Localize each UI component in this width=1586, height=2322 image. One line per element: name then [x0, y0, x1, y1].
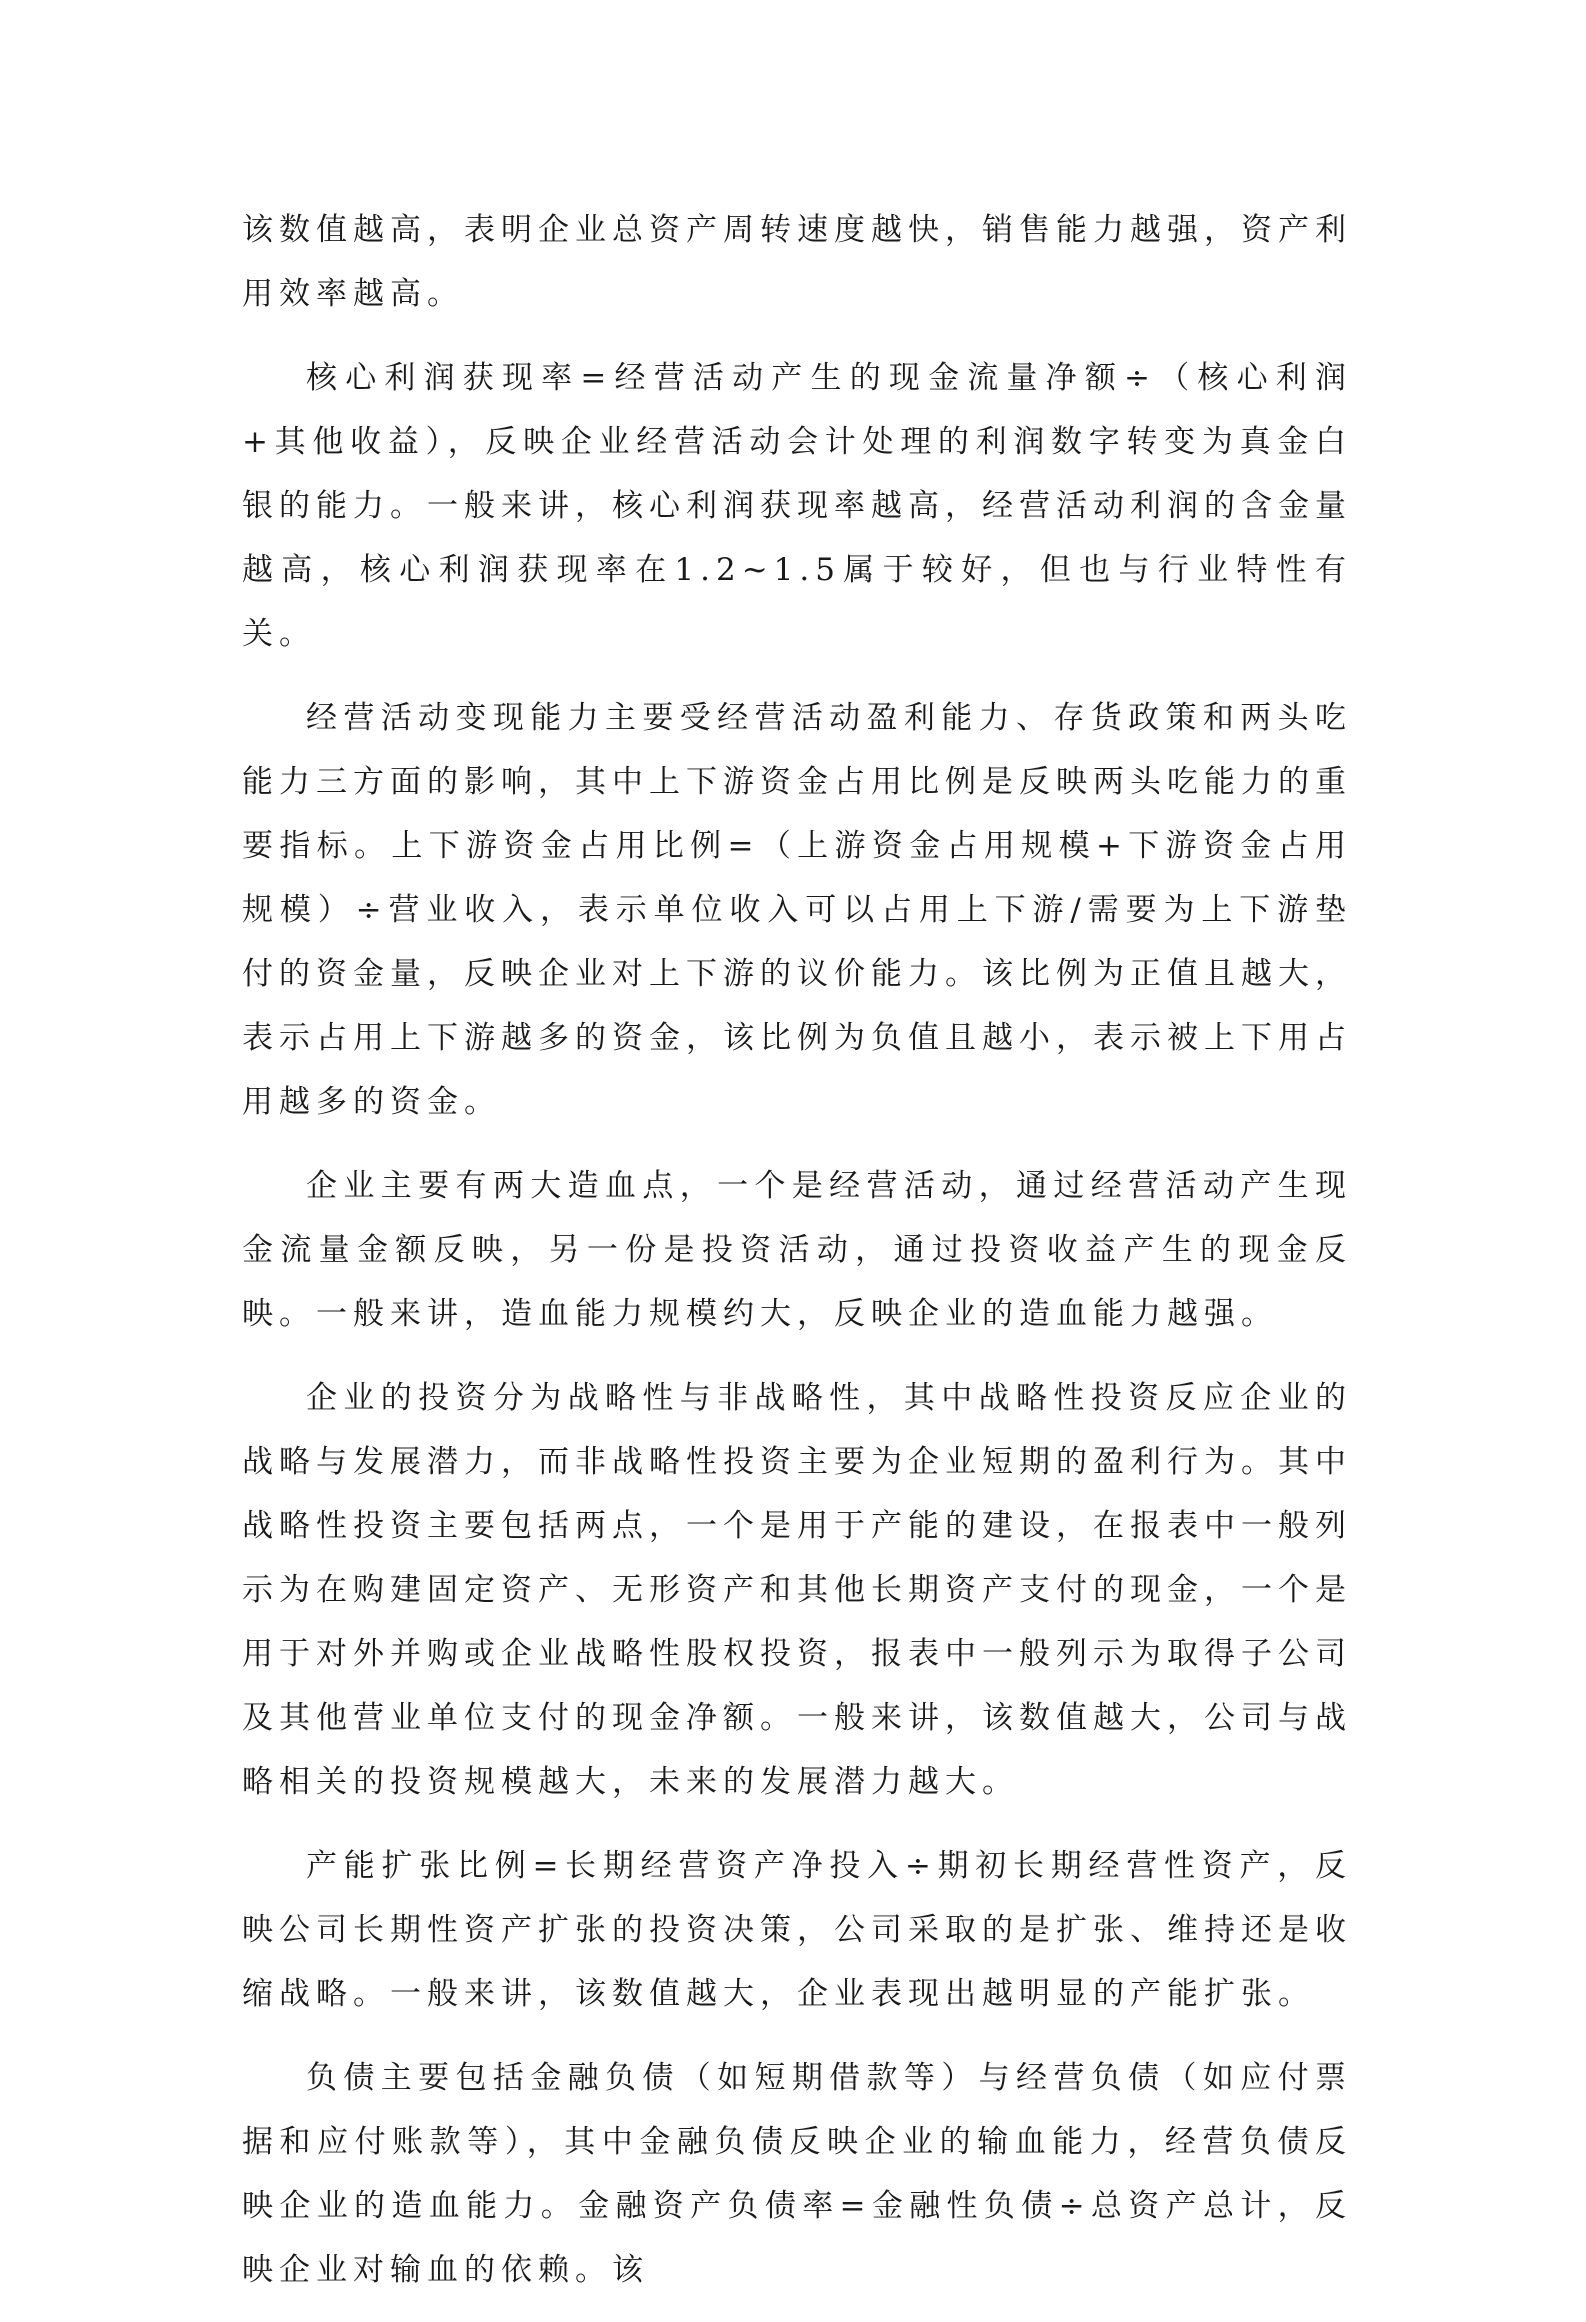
paragraph-strategic-investment: 企业的投资分为战略性与非战略性，其中战略性投资反应企业的战略与发展潜力，而非战略性投资主要为企业短期的盈利行为。其中战略性投资主要包括两点，一个是用于产能的建设，在报表中一般列示为在购建固定资产、无形资产和其他长期资产支付的现金，一个是用于对外并购或企业战略性股权投资，报表中一般列示为取得子公司及其他营业单位支付的现金净额。一般来讲，该数值越大，公司与战略相关的投资规模越大，未来的发展潜力越大。 [242, 1380, 1352, 1800]
paragraph-capacity-expansion: 产能扩张比例=长期经营资产净投入÷期初长期经营性资产，反映公司长期性资产扩张的投资决策，公司采取的是扩张、维持还是收缩战略。一般来讲，该数值越大，企业表现出越明显的产能扩张。 [242, 1848, 1352, 2012]
paragraph-operating-liquidity: 经营活动变现能力主要受经营活动盈利能力、存货政策和两头吃能力三方面的影响，其中上下游资金占用比例是反映两头吃能力的重要指标。上下游资金占用比例=（上游资金占用规模+下游资金占用规模）÷营业收入，表示单位收入可以占用上下游/需要为上下游垫付的资金量，反映企业对上下游的议价能力。该比例为正值且越大，表示占用上下游越多的资金，该比例为负值且越小，表示被上下用占用越多的资金。 [242, 700, 1352, 1120]
paragraph-core-profit-cash-ratio: 核心利润获现率=经营活动产生的现金流量净额÷（核心利润+其他收益），反映企业经营活动会计处理的利润数字转变为真金白银的能力。一般来讲，核心利润获现率越高，经营活动利润的含金量越高，核心利润获现率在1.2~1.5属于较好，但也与行业特性有关。 [242, 360, 1352, 652]
paragraph-liabilities: 负债主要包括金融负债（如短期借款等）与经营负债（如应付票据和应付账款等），其中金融负债反映企业的输血能力，经营负债反映企业的造血能力。金融资产负债率=金融性负债÷总资产总计，反映企业对输血的依赖。该 [242, 2060, 1352, 2288]
paragraph-continued: 该数值越高，表明企业总资产周转速度越快，销售能力越强，资产利用效率越高。 [242, 212, 1352, 312]
paragraph-blood-making-points: 企业主要有两大造血点，一个是经营活动，通过经营活动产生现金流量金额反映，另一份是投资活动，通过投资收益产生的现金反映。一般来讲，造血能力规模约大，反映企业的造血能力越强。 [242, 1168, 1352, 1332]
document-page [242, 198, 1352, 2322]
